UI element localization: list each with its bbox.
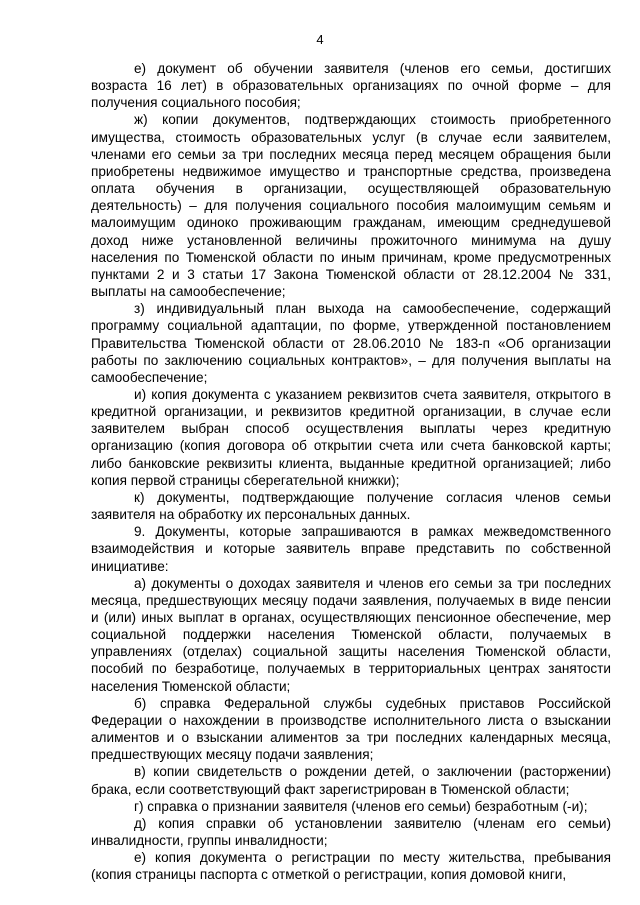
paragraph-item-v: в) копии свидетельств о рождении детей, о заключении (расторжении) брака, если соответствующий факт зарегистрирован в Тюменской области;	[91, 764, 611, 797]
paragraph-item-i: и) копия документа с указанием реквизитов счета заявителя, открытого в кредитной организации, и реквизитов кредитной организации, в случае если заявителем выбран способ осуществления выплаты через кредитную организацию (копия договора об открытии счета или счета банковской карты; либо банковские реквизиты клиента, выданные кредитной организацией; либо копия первой страницы сберегательной книжки);	[91, 386, 611, 488]
paragraph-item-zh: ж) копии документов, подтверждающих стоимость приобретенного имущества, стоимость образовательных услуг (в случае если заявителем, членами его семьи за три последних месяца перед месяцем обращения были приобретены недвижимое имущество и транспортные средства, произведена оплата обучения в организации, осуществляющей образовательную деятельность) – для получения социального пособия малоимущим семьям и малоимущим одиноко проживающим гражданам, имеющим среднедушевой доход ниже установленной величины прожиточного минимума на душу населения по Тюменской области по иным причинам, кроме предусмотренных пунктами 2 и 3 статьи 17 Закона Тюменской области от 28.12.2004 № 331, выплаты на самообеспечение;	[91, 112, 611, 300]
paragraph-item-a: а) документы о доходах заявителя и членов его семьи за три последних месяца, предшествующих месяцу подачи заявления, получаемых в виде пенсии и (или) иных выплат в органах, осуществляющих пенсионное обеспечение, мер социальной поддержки населения Тюменской области, получаемых в управлениях (отделах) социальной защиты населения Тюменской области, пособий по безработице, получаемых в территориальных центрах занятости населения Тюменской области;	[91, 575, 611, 694]
paragraph-section-9: 9. Документы, которые запрашиваются в рамках межведомственного взаимодействия и которые заявитель вправе представить по собственной инициативе:	[91, 524, 611, 574]
page-number: 4	[316, 32, 324, 47]
paragraph-item-g: г) справка о признании заявителя (членов его семьи) безработным (-и);	[134, 798, 588, 814]
paragraph-item-e2: е) копия документа о регистрации по месту жительства, пребывания (копия страницы паспорта с отметкой о регистрации, копия домовой книги,	[91, 850, 611, 883]
paragraph-item-d: д) копия справки об установлении заявителю (членам его семьи) инвалидности, группы инвалидности;	[91, 815, 611, 849]
document-body	[91, 60, 611, 884]
paragraph-item-z: з) индивидуальный план выхода на самообеспечение, содержащий программу социальной адаптации, по форме, утвержденной постановлением Правительства Тюменской области от 28.06.2010 № 183-п «Об организации работы по заключению социальных контрактов», – для получения выплаты на самообеспечение;	[91, 301, 611, 385]
paragraph-item-k: к) документы, подтверждающие получение согласия членов семьи заявителя на обработку их персональных данных.	[91, 489, 611, 523]
paragraph-item-b: б) справка Федеральной службы судебных приставов Российской Федерации о нахождении в производстве исполнительного листа о взыскании алиментов и о взыскании алиментов за три последних календарных месяца, предшествующих месяцу подачи заявления;	[91, 695, 611, 763]
paragraph-item-e: е) документ об обучении заявителя (членов его семьи, достигших возраста 16 лет) в образовательных организациях по очной форме – для получения социального пособия;	[91, 61, 611, 111]
